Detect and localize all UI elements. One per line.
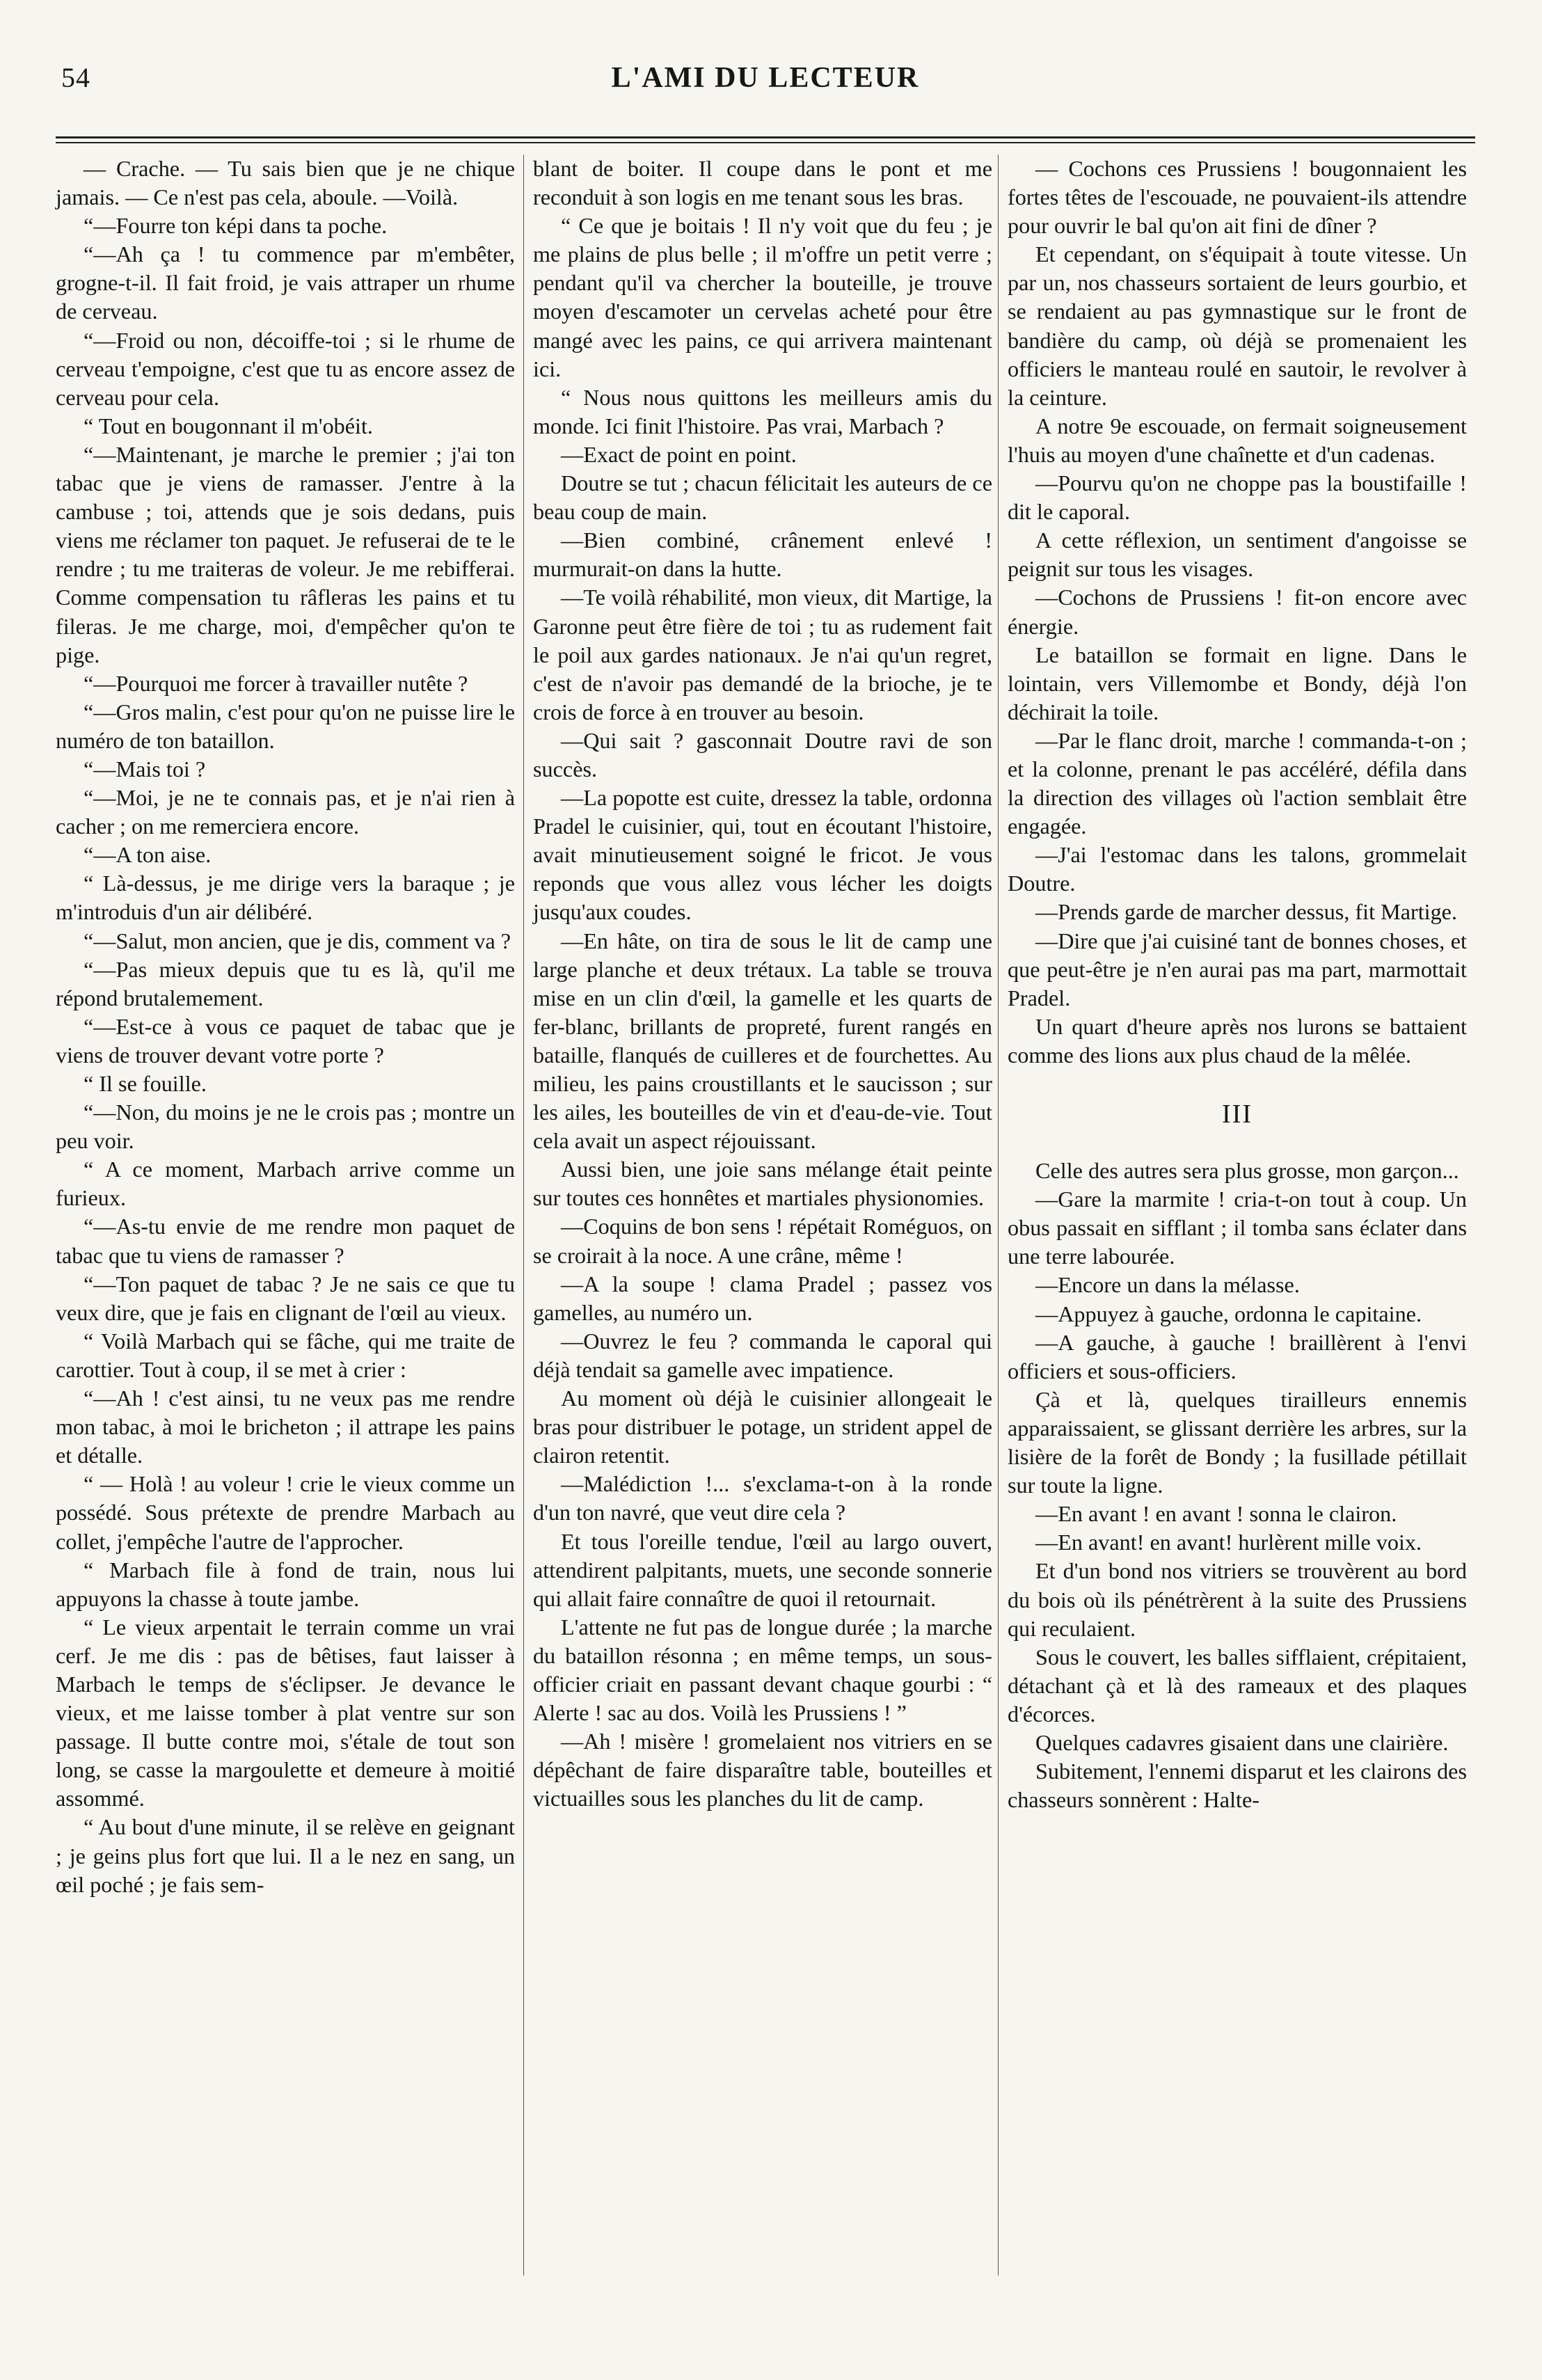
paragraph: “ A ce moment, Marbach arrive comme un furieux. xyxy=(56,1157,515,1211)
paragraph: Subitement, l'ennemi disparut et les clairons des chasseurs sonnèrent : Halte- xyxy=(1008,1759,1467,1813)
paragraph: “—A ton aise. xyxy=(84,842,212,868)
paragraph: —Bien combiné, crânement enlevé ! murmurait-on dans la hutte. xyxy=(533,527,992,582)
paragraph: Quelques cadavres gisaient dans une clairière. xyxy=(1035,1729,1449,1755)
paragraph: “—Ah ! c'est ainsi, tu ne veux pas me rendre mon tabac, à moi le bricheton ; il attrape les pains et détalle. xyxy=(56,1386,515,1468)
paragraph: Et d'un bond nos vitriers se trouvèrent au bord du bois où ils pénétrèrent à la suite des Prussiens qui reculaient. xyxy=(1008,1558,1467,1641)
paragraph: “—Ton paquet de tabac ? Je ne sais ce que tu veux dire, que je fais en clignant de l'œil au vieux. xyxy=(56,1271,515,1325)
paragraph: “ Au bout d'une minute, il se relève en geignant ; je geins plus fort que lui. Il a le nez en sang, un œil poché ; je fais sem- xyxy=(56,1814,515,1897)
paragraph: —Pourvu qu'on ne choppe pas la boustifaille ! dit le caporal. xyxy=(1008,470,1467,525)
paragraph: “—Est-ce à vous ce paquet de tabac que je viens de trouver devant votre porte ? xyxy=(56,1013,515,1068)
paragraph: —Par le flanc droit, marche ! commanda-t-on ; et la colonne, prenant le pas accéléré, défila dans la direction des villages où l'action semblait être engagée. xyxy=(1008,727,1467,839)
column-divider xyxy=(523,154,524,2276)
paragraph: “ Voilà Marbach qui se fâche, qui me traite de carottier. Tout à coup, il se met à crier : xyxy=(56,1328,515,1382)
paragraph: —Gare la marmite ! cria-t-on tout à coup. Un obus passait en sifflant ; il tomba sans éclater dans une terre labourée. xyxy=(1008,1187,1467,1269)
paragraph: —A gauche, à gauche ! braillèrent à l'envi officiers et sous-officiers. xyxy=(1008,1329,1467,1383)
paragraph: —Coquins de bon sens ! répétait Roméguos, on se croirait à la noce. A une crâne, même ! xyxy=(533,1214,992,1268)
paragraph: A notre 9e escouade, on fermait soigneusement l'huis au moyen d'une chaînette et d'un cadenas. xyxy=(1008,413,1467,467)
paragraph: — Crache. — Tu sais bien que je ne chique jamais. — Ce n'est pas cela, aboule. —Voilà. xyxy=(56,156,515,210)
paragraph: Çà et là, quelques tirailleurs ennemis apparaissaient, se glissant derrière les arbres, sur la lisière de la forêt de Bondy ; la fusillade pétillait sur toute la ligne. xyxy=(1008,1386,1467,1498)
paragraph: “ Là-dessus, je me dirige vers la baraque ; je m'introduis d'un air délibéré. xyxy=(56,871,515,925)
text-column-2 xyxy=(533,154,992,1813)
paragraph: —Prends garde de marcher dessus, fit Martige. xyxy=(1035,899,1458,925)
paragraph: “ Nous nous quittons les meilleurs amis du monde. Ici finit l'histoire. Pas vrai, Marbach ? xyxy=(533,384,992,438)
paragraph: —Appuyez à gauche, ordonna le capitaine. xyxy=(1035,1301,1422,1326)
paragraph: —Exact de point en point. xyxy=(561,441,797,467)
paragraph: —En avant ! en avant ! sonna le clairon. xyxy=(1035,1501,1397,1527)
column-divider xyxy=(998,154,999,2276)
paragraph: “—Non, du moins je ne le crois pas ; montre un peu voir. xyxy=(56,1100,515,1154)
paragraph: Celle des autres sera plus grosse, mon garçon... xyxy=(1035,1158,1459,1184)
paragraph: —Ah ! misère ! gromelaient nos vitriers en se dépêchant de faire disparaître table, bouteilles et victuailles sous les planches du lit de camp. xyxy=(533,1729,992,1811)
paragraph: Doutre se tut ; chacun félicitait les auteurs de ce beau coup de main. xyxy=(533,470,992,525)
paragraph: “—Salut, mon ancien, que je dis, comment va ? xyxy=(84,928,511,953)
text-column-3 xyxy=(1008,154,1467,1814)
paragraph: —Ouvrez le feu ? commanda le caporal qui déjà tendait sa gamelle avec impatience. xyxy=(533,1328,992,1382)
paragraph: Au moment où déjà le cuisinier allongeait le bras pour distribuer le potage, un strident appel de clairon retentit. xyxy=(533,1386,992,1468)
paragraph: “ Il se fouille. xyxy=(84,1071,207,1096)
paragraph: “—Moi, je ne te connais pas, et je n'ai rien à cacher ; on me remerciera encore. xyxy=(56,785,515,839)
paragraph: “—Gros malin, c'est pour qu'on ne puisse lire le numéro de ton bataillon. xyxy=(56,699,515,753)
paragraph: “ Tout en bougonnant il m'obéit. xyxy=(84,413,373,438)
paragraph: Et tous l'oreille tendue, l'œil au largo ouvert, attendirent palpitants, muets, une seconde sonnerie qui allait faire connaître de quoi il retournait. xyxy=(533,1528,992,1611)
paragraph: “—Ah ça ! tu commence par m'embêter, grogne-t-il. Il fait froid, je vais attraper un rhume de cerveau. xyxy=(56,241,515,324)
text-column-1 xyxy=(56,154,515,1899)
paragraph: Le bataillon se formait en ligne. Dans le lointain, vers Villemombe et Bondy, déjà l'on déchirait la toile. xyxy=(1008,642,1467,724)
paragraph: —Malédiction !... s'exclama-t-on à la ronde d'un ton navré, que veut dire cela ? xyxy=(533,1471,992,1525)
paragraph: — Cochons ces Prussiens ! bougonnaient les fortes têtes de l'escouade, ne pouvaient-ils attendre pour ouvrir le bal qu'on ait fini de dîner ? xyxy=(1008,156,1467,239)
paragraph: “—Fourre ton képi dans ta poche. xyxy=(84,213,388,239)
paragraph: —A la soupe ! clama Pradel ; passez vos gamelles, au numéro un. xyxy=(533,1271,992,1325)
paragraph: —J'ai l'estomac dans les talons, grommelait Doutre. xyxy=(1008,842,1467,896)
paragraph: Sous le couvert, les balles sifflaient, crépitaient, détachant çà et là des rameaux et des plaques d'écorces. xyxy=(1008,1644,1467,1727)
paragraph: “ Marbach file à fond de train, nous lui appuyons la chasse à toute jambe. xyxy=(56,1557,515,1611)
page-number: 54 xyxy=(61,62,90,93)
paragraph: “—Mais toi ? xyxy=(84,756,206,782)
paragraph: —Te voilà réhabilité, mon vieux, dit Martige, la Garonne peut être fière de toi ; tu as rudement fait le poil aux gardes nationaux. Je n'ai qu'un regret, c'est de n'avoir pas demandé de la brioche, je te crois de force à en trouver au besoin. xyxy=(533,585,992,724)
section-heading: III xyxy=(1222,1100,1253,1129)
paragraph: “ — Holà ! au voleur ! crie le vieux comme un possédé. Sous prétexte de prendre Marbach au collet, j'empêche l'autre de l'approcher. xyxy=(56,1471,515,1554)
paragraph: “ Ce que je boitais ! Il n'y voit que du feu ; je me plains de plus belle ; il m'offre un petit verre ; pendant qu'il va chercher la bouteille, je trouve moyen d'escamoter un cervelas acheté pour être mangé avec les pains, ce qui arrivera maintenant ici. xyxy=(533,213,992,381)
paragraph: —Dire que j'ai cuisiné tant de bonnes choses, et que peut-être je n'en aurai pas ma part, marmottait Pradel. xyxy=(1008,928,1467,1010)
header-rule xyxy=(56,136,1475,138)
paragraph: L'attente ne fut pas de longue durée ; la marche du bataillon résonna ; en même temps, un sous-officier criait en passant devant chaque gourbi : “ Alerte ! sac au dos. Voilà les Prussiens ! ” xyxy=(533,1614,992,1726)
paragraph: “—Pas mieux depuis que tu es là, qu'il me répond brutalemement. xyxy=(56,956,515,1010)
paragraph: Et cependant, on s'équipait à toute vitesse. Un par un, nos chasseurs sortaient de leurs gourbio, et se rendaient au pas gymnastique sur le front de bandière du camp, où déjà se promenaient les officiers le manteau roulé en sautoir, le revolver à la ceinture. xyxy=(1008,241,1467,410)
running-title: L'AMI DU LECTEUR xyxy=(611,62,920,94)
paragraph: “—Froid ou non, décoiffe-toi ; si le rhume de cerveau t'empoigne, c'est que tu as encore assez de cerveau pour cela. xyxy=(56,327,515,410)
paragraph: —En hâte, on tira de sous le lit de camp une large planche et deux trétaux. La table se trouva mise en un clin d'œil, la gamelle et les quarts de fer-blanc, brillants de propreté, furent rangés en bataille, flanqués de cuilleres et de fourchettes. Au milieu, les pains croustillants et le saucisson ; sur les ailes, les bouteilles de vin et d'eau-de-vie. Tout cela avait un aspect réjouissant. xyxy=(533,928,992,1154)
paragraph: “—As-tu envie de me rendre mon paquet de tabac que tu viens de ramasser ? xyxy=(56,1214,515,1268)
paragraph: —En avant! en avant! hurlèrent mille voix. xyxy=(1035,1530,1422,1555)
paragraph: “ Le vieux arpentait le terrain comme un vrai cerf. Je me dis : pas de bêtises, faut laisser à Marbach le temps de s'éclipser. Je devance le vieux, et me laisse tomber à plat ventre sur son passage. Il butte contre moi, s'étale de tout son long, se casse la margoulette et demeure à moitié assommé. xyxy=(56,1614,515,1811)
paragraph: —Encore un dans la mélasse. xyxy=(1035,1272,1300,1298)
paragraph: Un quart d'heure après nos lurons se battaient comme des lions aux plus chaud de la mêlée. xyxy=(1008,1013,1467,1068)
paragraph: —La popotte est cuite, dressez la table, ordonna Pradel le cuisinier, qui, tout en écoutant l'histoire, avait minutieusement soigné le fricot. Je vous reponds que vous allez vous lécher les doigts jusqu'aux coudes. xyxy=(533,785,992,925)
paragraph: —Qui sait ? gasconnait Doutre ravi de son succès. xyxy=(533,727,992,782)
paragraph: blant de boiter. Il coupe dans le pont et me reconduit à son logis en me tenant sous les bras. xyxy=(533,156,992,210)
paragraph: A cette réflexion, un sentiment d'angoisse se peignit sur tous les visages. xyxy=(1008,527,1467,582)
paragraph: Aussi bien, une joie sans mélange était peinte sur toutes ces honnêtes et martiales physionomies. xyxy=(533,1157,992,1211)
page-header xyxy=(56,58,1475,107)
paragraph: “—Maintenant, je marche le premier ; j'ai ton tabac que je viens de ramasser. J'entre à la cambuse ; toi, attends que je sois dedans, puis viens me réclamer ton paquet. Je refuserai de te le rendre ; tu me traiteras de voleur. Je me rebifferai. Comme compensation tu râfleras les pains et tu fileras. Je me charge, moi, d'empêcher qu'on te pige. xyxy=(56,441,515,667)
paragraph: “—Pourquoi me forcer à travailler nutête ? xyxy=(84,670,468,696)
paragraph: —Cochons de Prussiens ! fit-on encore avec énergie. xyxy=(1008,585,1467,639)
header-rule-secondary xyxy=(56,142,1475,143)
